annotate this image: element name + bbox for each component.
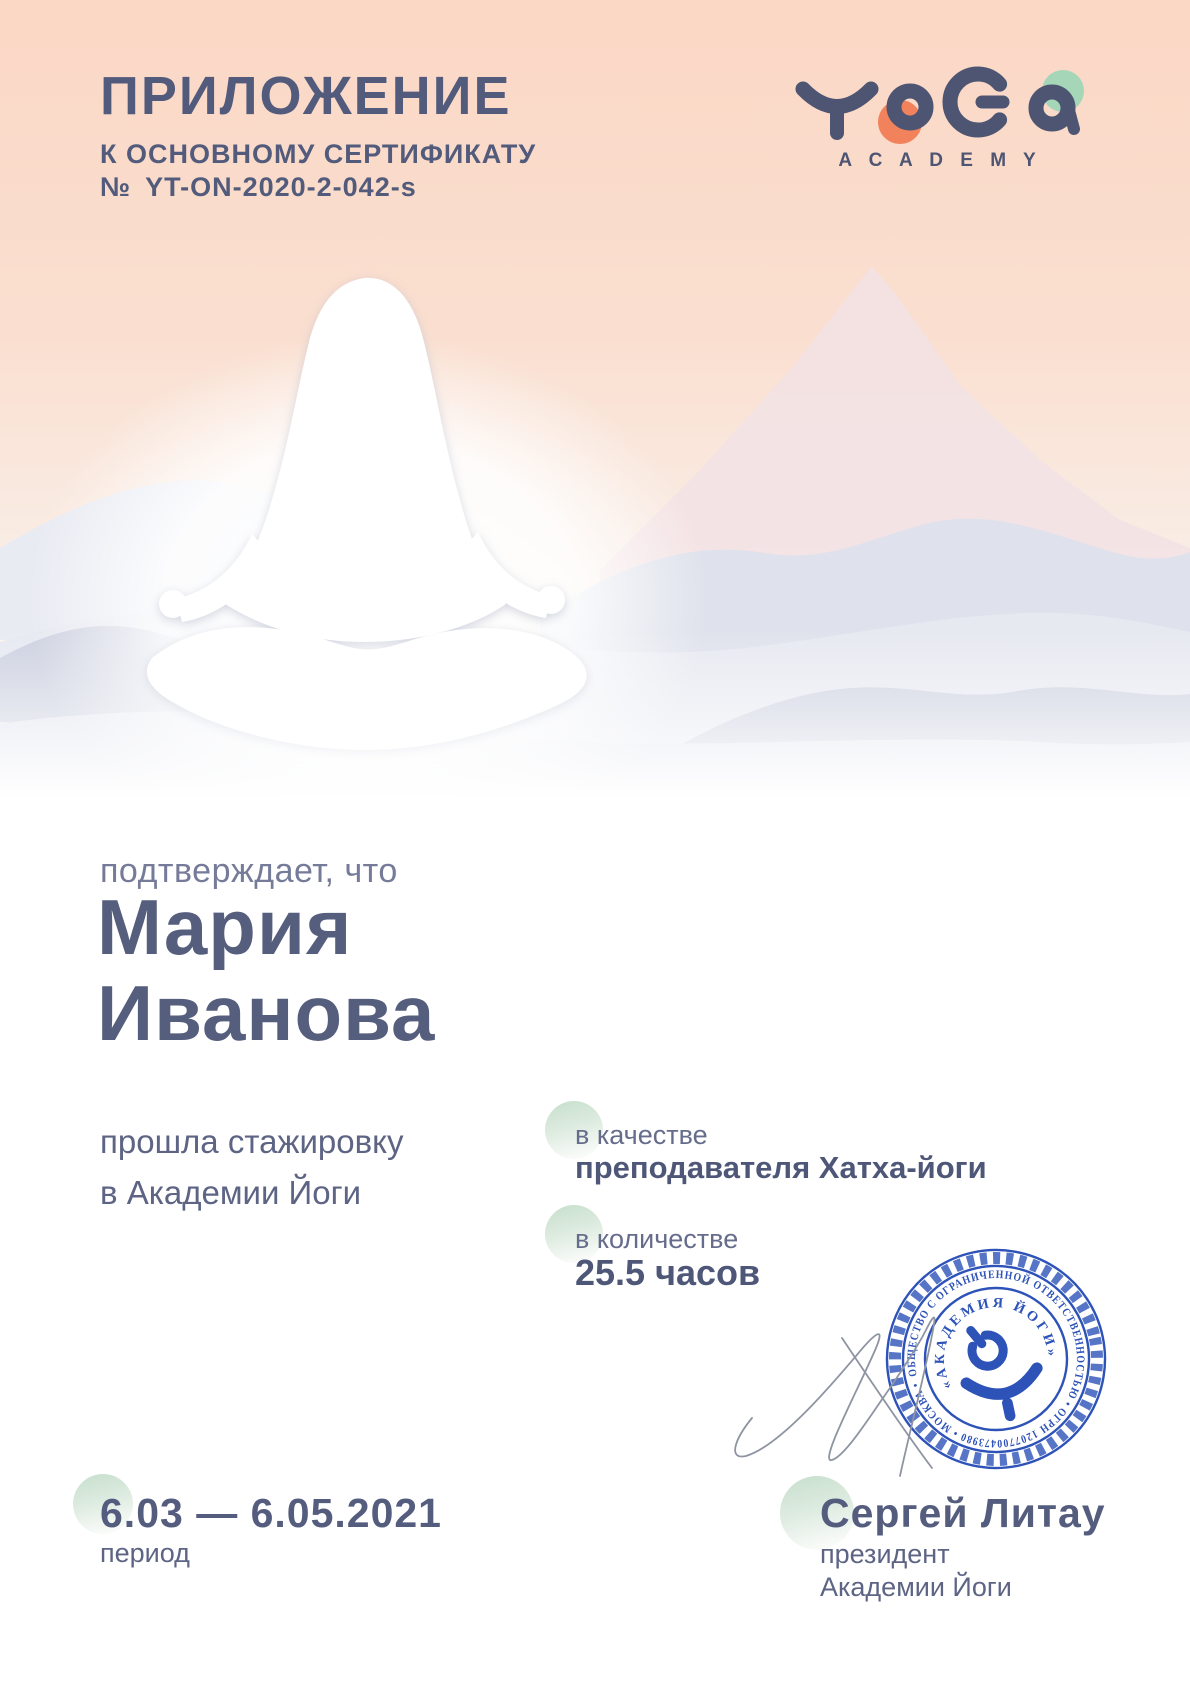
page-title: ПРИЛОЖЕНИЕ <box>100 66 512 126</box>
internship-line1: прошла стажировку <box>100 1123 404 1160</box>
amount-label: в количестве <box>575 1224 739 1254</box>
yoga-logo-icon <box>790 62 1090 176</box>
recipient-name <box>97 884 435 1056</box>
recipient-first-name: Мария <box>97 883 353 971</box>
certificate-number: YT-ON-2020-2-042-s <box>145 172 417 202</box>
logo-academy-label: A C A D E M Y <box>838 150 1042 171</box>
certificate-number-prefix: № <box>100 172 132 202</box>
confirms-text: подтверждает, что <box>100 852 398 890</box>
internship-text <box>100 1116 403 1218</box>
header-block <box>100 66 536 204</box>
signature-icon <box>722 1278 1002 1498</box>
recipient-last-name: Иванова <box>97 969 436 1057</box>
amount-value: 25.5 часов <box>575 1252 761 1293</box>
president-title-line1: президент <box>820 1539 950 1569</box>
president-title-line2: Академии Йоги <box>820 1572 1012 1602</box>
certificate-number-line <box>100 171 536 204</box>
role-label: в качестве <box>575 1120 708 1150</box>
president-signature <box>722 1278 1002 1498</box>
stamp-ring-text: ОБЩЕСТВО С ОГРАНИЧЕННОЙ ОТВЕТСТВЕННОСТЬЮ • ОГРН 1207700473980 • МОСКВА • <box>905 1268 1087 1450</box>
president-name: Сергей Литау <box>820 1490 1106 1536</box>
page-subtitle: К ОСНОВНОМУ СЕРТИФИКАТУ <box>100 139 537 169</box>
yoga-academy-logo <box>790 62 1090 176</box>
period-value: 6.03 — 6.05.2021 <box>100 1490 442 1536</box>
stamp-center-text: «АКАДЕМИЯ ЙОГИ» <box>932 1295 1060 1392</box>
internship-line2: в Академии Йоги <box>100 1174 362 1211</box>
role-value: преподавателя Хатха-йоги <box>575 1150 987 1185</box>
period-label: период <box>100 1538 190 1568</box>
president-title <box>820 1538 1012 1604</box>
